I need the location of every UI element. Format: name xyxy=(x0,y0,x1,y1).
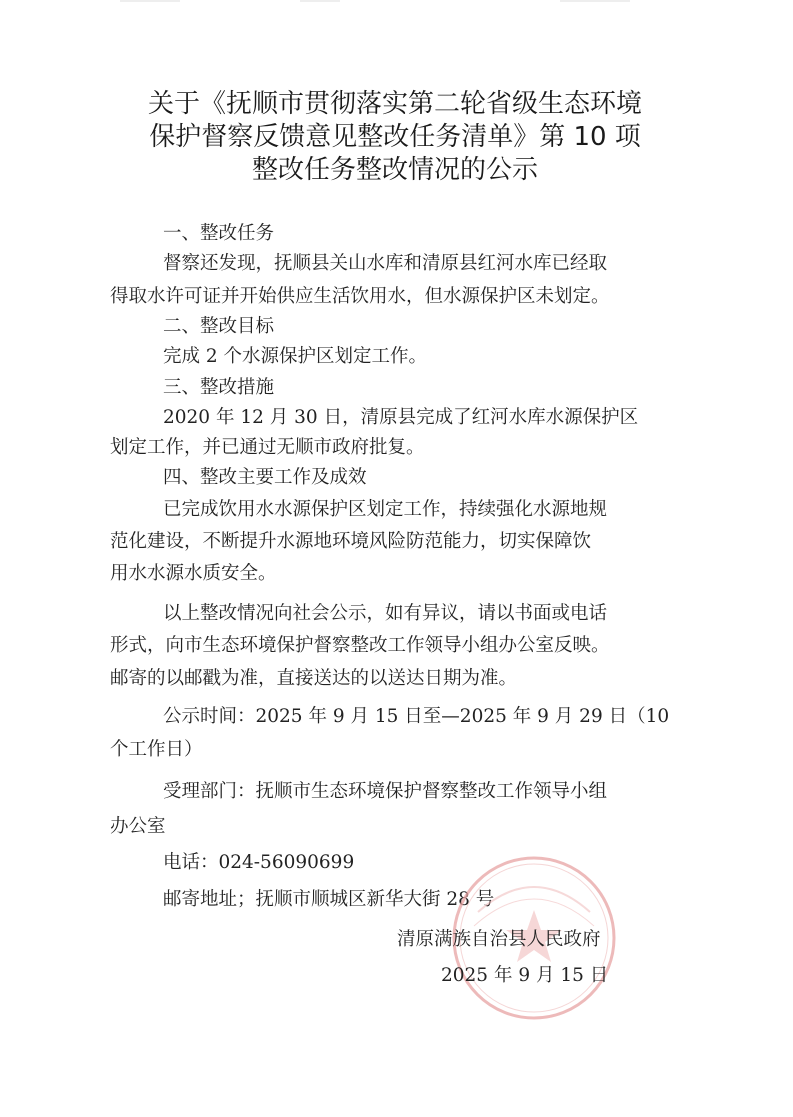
notice-line-1: 以上整改情况向社会公示，如有异议，请以书面或电话 xyxy=(163,603,608,624)
title-line-2: 保护督察反馈意见整改任务清单》第 10 项 xyxy=(149,122,641,152)
period-line-2: 个工作日） xyxy=(110,739,203,760)
signature-date: 2025 年 9 月 15 日 xyxy=(441,965,609,986)
goal-heading: 二、整改目标 xyxy=(163,316,275,337)
title-line-3: 整改任务整改情况的公示 xyxy=(251,155,538,185)
scan-edge-marks xyxy=(0,0,793,6)
results-line-2: 范化建设，不断提升水源地环境风险防范能力，切实保障饮 xyxy=(110,531,592,552)
measures-line-2: 划定工作，并已通过无顺市政府批复。 xyxy=(110,437,425,458)
department-line-2: 办公室 xyxy=(110,816,166,837)
signature-org: 清原满族自治县人民政府 xyxy=(397,929,601,950)
task-line-2: 得取水许可证并开始供应生活饮用水，但水源保护区未划定。 xyxy=(110,286,610,307)
task-heading: 一、整改任务 xyxy=(163,223,275,244)
goal-line: 完成 2 个水源保护区划定工作。 xyxy=(163,346,428,367)
notice-line-3: 邮寄的以邮戳为准，直接送达的以送达日期为准。 xyxy=(110,668,518,689)
measures-line-1: 2020 年 12 月 30 日，清原县完成了红河水库水源保护区 xyxy=(163,407,639,428)
notice-line-2: 形式，向市生态环境保护督察整改工作领导小组办公室反映。 xyxy=(110,635,610,656)
task-line-1: 督察还发现，抚顺县关山水库和清原县红河水库已经取 xyxy=(163,253,608,274)
department-line-1: 受理部门：抚顺市生态环境保护督察整改工作领导小组 xyxy=(163,781,608,802)
measures-heading: 三、整改措施 xyxy=(163,377,275,398)
address-line: 邮寄地址；抚顺市顺城区新华大街 28 号 xyxy=(163,889,495,910)
results-line-3: 用水水源水质安全。 xyxy=(110,563,277,584)
document-title xyxy=(100,88,690,187)
phone-line: 电话：024-56090699 xyxy=(163,852,355,873)
results-heading: 四、整改主要工作及成效 xyxy=(163,467,367,488)
title-line-1: 关于《抚顺市贯彻落实第二轮省级生态环境 xyxy=(147,89,642,119)
period-line-1: 公示时间：2025 年 9 月 15 日至—2025 年 9 月 29 日（10 xyxy=(163,706,670,727)
results-line-1: 已完成饮用水水源保护区划定工作，持续强化水源地规 xyxy=(163,499,608,520)
